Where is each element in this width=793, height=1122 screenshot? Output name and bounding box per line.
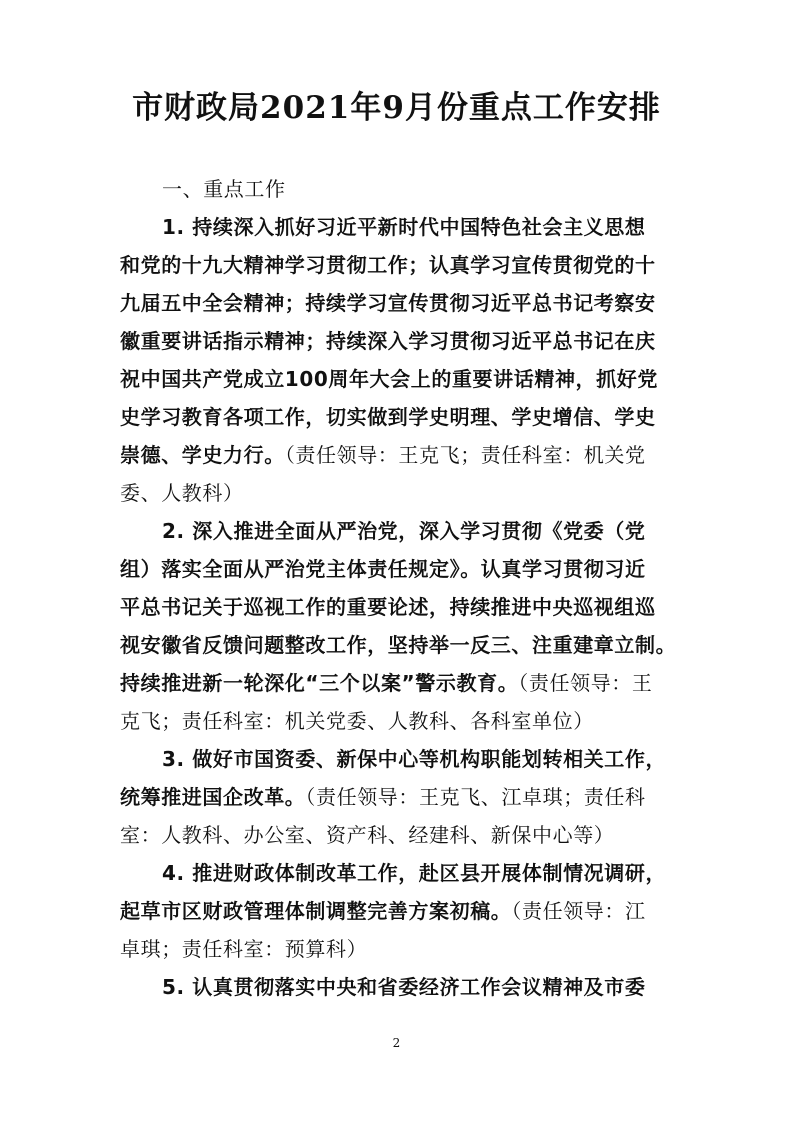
work-item-4 — [120, 854, 686, 968]
item-3-line-1: 3. 做好市国资委、新保中心等机构职能划转相关工作， — [162, 747, 667, 771]
item-2-line-1: 2. 深入推进全面从严治党，深入学习贯彻《党委（党 — [162, 519, 646, 543]
item-2-line-2: 组）落实全面从严治党主体责任规定》。认真学习贯彻习近 — [120, 557, 646, 581]
work-item-1 — [120, 208, 686, 512]
item-4-line-1: 4. 推进财政体制改革工作，赴区县开展体制情况调研， — [162, 861, 667, 885]
item-1-line-4: 徽重要讲话指示精神；持续深入学习贯彻习近平总书记在庆 — [120, 329, 656, 353]
work-item-2 — [120, 512, 686, 740]
item-3-line-3: 室：人教科、办公室、资产科、经建科、新保中心等） — [120, 823, 615, 847]
document-title: 市财政局2021年9月份重点工作安排 — [132, 90, 661, 126]
item-2-line-4: 视安徽省反馈问题整改工作，坚持举一反三、注重建章立制。 — [120, 633, 677, 657]
item-3-line-2: 统筹推进国企改革。（责任领导：王克飞、江卓琪；责任科 — [120, 785, 646, 809]
work-item-3 — [120, 740, 686, 854]
page-number: 2 — [392, 1036, 401, 1050]
item-1-line-3: 九届五中全会精神；持续学习宣传贯彻习近平总书记考察安 — [120, 291, 656, 315]
item-1-line-2: 和党的十九大精神学习贯彻工作；认真学习宣传贯彻党的十 — [120, 253, 656, 277]
section-heading: 一、重点工作 — [162, 177, 286, 201]
item-2-line-3: 平总书记关于巡视工作的重要论述，持续推进中央巡视组巡 — [120, 595, 656, 619]
item-1-line-6: 史学习教育各项工作，切实做到学史明理、学史增信、学史 — [120, 405, 656, 429]
item-4-line-3: 卓琪；责任科室：预算科） — [120, 937, 368, 961]
item-2-line-6: 克飞；责任科室：机关党委、人教科、各科室单位） — [120, 709, 594, 733]
item-5-line-1: 5. 认真贯彻落实中央和省委经济工作会议精神及市委 — [162, 975, 646, 999]
work-item-5 — [120, 968, 686, 1006]
item-1-line-1: 1. 持续深入抓好习近平新时代中国特色社会主义思想 — [162, 215, 646, 239]
document-body — [120, 170, 686, 1006]
item-2-line-5: 持续推进新一轮深化“三个以案”警示教育。（责任领导：王 — [120, 671, 653, 695]
item-1-line-8: 委、人教科） — [120, 481, 244, 505]
item-4-line-2: 起草市区财政管理体制调整完善方案初稿。（责任领导：江 — [120, 899, 646, 923]
item-1-line-5: 祝中国共产党成立100周年大会上的重要讲话精神，抓好党 — [120, 367, 658, 391]
item-1-line-7: 崇德、学史力行。（责任领导：王克飞；责任科室：机关党 — [120, 443, 646, 467]
